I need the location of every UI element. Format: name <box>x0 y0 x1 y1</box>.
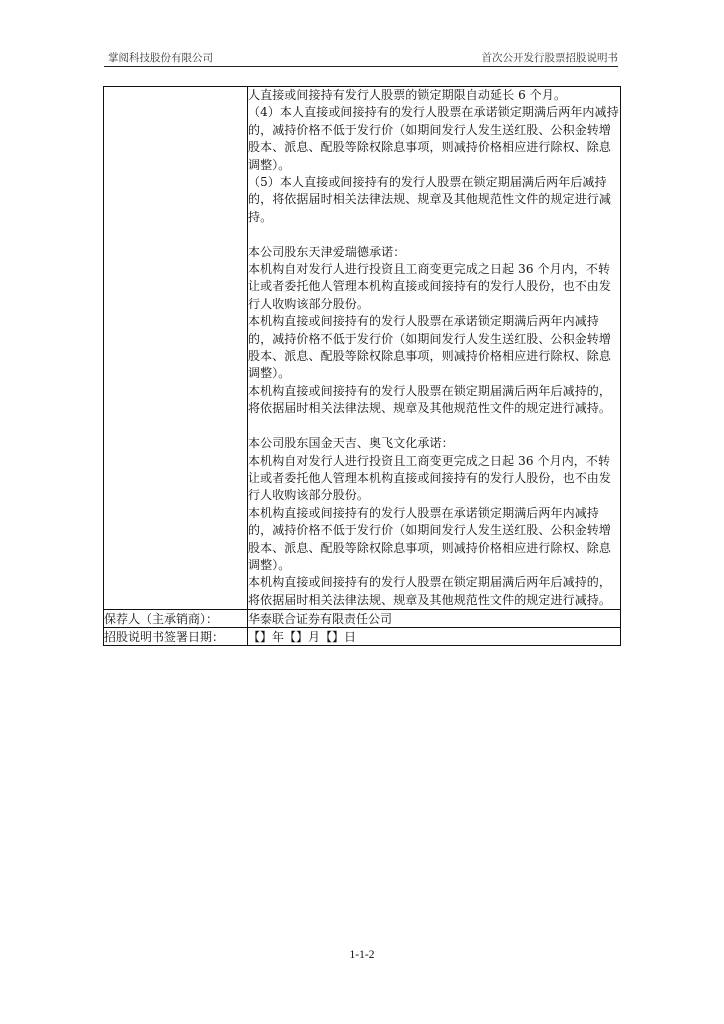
commitment-paragraph: （4）本人直接或间接持有的发行人股票在承诺锁定期满后两年内减持的，减持价格不低于发行价（如期间发行人发生送红股、公积金转增股本、派息、配股等除权除息事项，则减持价格相应进行除权、除息调整）。 <box>248 105 619 172</box>
commitment-paragraph: 本机构自对发行人进行投资且工商变更完成之日起 36 个月内，不转让或者委托他人管理本机构直接或间接持有的发行人股份，也不由发行人收购该部分股份。 <box>248 262 612 311</box>
empty-label-cell <box>104 87 248 610</box>
commitment-paragraph: 人直接或间接持有发行人股票的锁定期限自动延长 6 个月。 <box>248 88 567 102</box>
page-header <box>104 48 618 67</box>
sponsor-row <box>104 610 621 628</box>
info-table <box>103 86 621 646</box>
signing-date-row <box>104 628 621 646</box>
commitment-paragraph: 本机构自对发行人进行投资且工商变更完成之日起 36 个月内，不转让或者委托他人管理本机构直接或间接持有的发行人股份，也不由发行人收购该部分股份。 <box>248 453 612 503</box>
page-number: 1-1-2 <box>349 949 375 961</box>
sponsor-value: 华泰联合证券有限责任公司 <box>248 610 621 628</box>
shareholder-heading: 本公司股东国金天吉、奥飞文化承诺： <box>248 436 454 451</box>
commitment-paragraph: 本机构直接或间接持有的发行人股票在锁定期届满后两年后减持的，将依据届时相关法律法规、规章及其他规范性文件的规定进行减持。 <box>248 575 612 607</box>
commitment-paragraph: 本机构直接或间接持有的发行人股票在锁定期届满后两年后减持的，将依据届时相关法律法规、规章及其他规范性文件的规定进行减持。 <box>248 383 612 416</box>
signing-date-value: 【】年【】月【】日 <box>248 628 621 646</box>
shareholder-heading: 本公司股东天津爱瑞德承诺： <box>248 244 406 259</box>
commitments-cell <box>248 87 621 610</box>
commitments-row <box>104 87 621 610</box>
commitment-paragraph: 本机构直接或间接持有的发行人股票在承诺锁定期满后两年内减持的，减持价格不低于发行价（如期间发行人发生送红股、公积金转增股本、派息、配股等除权除息事项，则减持价格相应进行除权、除息调整）。 <box>248 314 612 381</box>
company-name: 掌阅科技股份有限公司 <box>108 52 213 64</box>
commitment-paragraph: 本机构直接或间接持有的发行人股票在承诺锁定期满后两年内减持的，减持价格不低于发行价（如期间发行人发生送红股、公积金转增股本、派息、配股等除权除息事项，则减持价格相应进行除权、除息调整）。 <box>248 505 612 572</box>
sponsor-label: 保荐人（主承销商）： <box>104 610 248 628</box>
document-title: 首次公开发行股票招股说明书 <box>481 52 618 64</box>
commitment-paragraph: （5）本人直接或间接持有的发行人股票在锁定期届满后两年后减持的，将依据届时相关法律法规、规章及其他规范性文件的规定进行减持。 <box>248 175 612 224</box>
signing-date-label: 招股说明书签署日期： <box>104 628 248 646</box>
